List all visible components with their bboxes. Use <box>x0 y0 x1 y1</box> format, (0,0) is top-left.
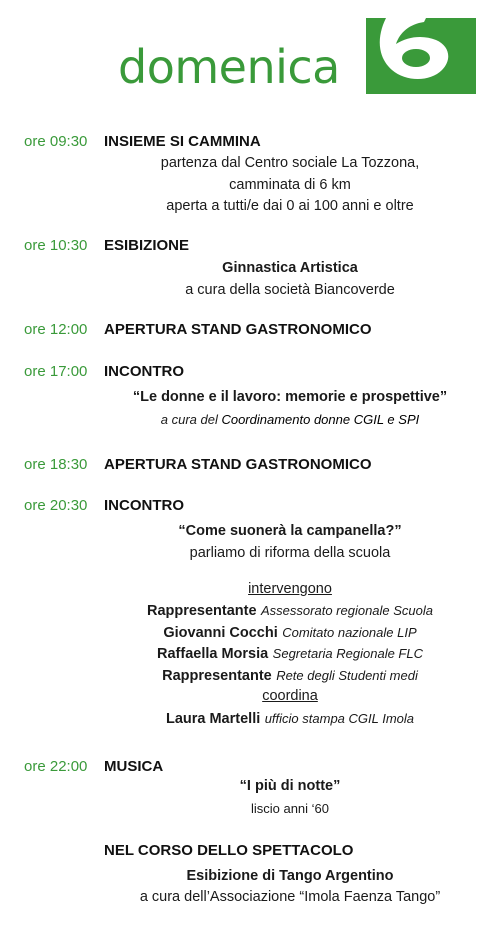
speaker-row <box>80 667 481 685</box>
footer-line: a cura dell’Associazione “Imola Faenza Tango” <box>139 889 441 905</box>
event-time: ore 20:30 <box>24 497 88 514</box>
event-line: camminata di 6 km <box>229 177 351 193</box>
event-time: ore 17:00 <box>24 363 88 380</box>
event-title: ESIBIZIONE <box>104 237 190 254</box>
credit-name: Coordinamento donne CGIL e SPI <box>221 412 420 427</box>
event-line: partenza dal Centro sociale La Tozzona, <box>160 155 420 171</box>
event-title: INCONTRO <box>104 497 184 514</box>
event-time: ore 22:00 <box>24 758 88 775</box>
footer-line: Esibizione di Tango Argentino <box>186 868 394 884</box>
speaker-role: Rete degli Studenti medi <box>276 668 418 683</box>
event-time: ore 10:30 <box>24 237 88 254</box>
speakers-label: intervengono <box>248 581 332 597</box>
moderator-row <box>80 710 481 728</box>
speaker-role: Assessorato regionale Scuola <box>261 603 434 618</box>
speaker-row <box>80 624 481 642</box>
event-title: INSIEME SI CAMMINA <box>104 133 261 150</box>
speaker-name: Raffaella Morsia <box>157 646 269 662</box>
event-line: Ginnastica Artistica <box>222 260 358 276</box>
event-line: aperta a tutti/e dai 0 ai 100 anni e oltre <box>166 198 414 214</box>
moderator-name: Laura Martelli <box>165 711 261 727</box>
speaker-name: Rappresentante <box>162 668 272 684</box>
event-credit <box>110 412 470 427</box>
day-title: domenica <box>118 40 340 94</box>
speaker-role: Comitato nazionale LIP <box>282 625 417 640</box>
moderator-label: coordina <box>262 688 318 704</box>
speaker-name: Rappresentante <box>146 603 257 619</box>
footer-title: NEL CORSO DELLO SPETTACOLO <box>104 842 354 859</box>
event-time: ore 12:00 <box>24 321 88 338</box>
event-time: ore 18:30 <box>24 456 88 473</box>
moderator-role: ufficio stampa CGIL Imola <box>264 711 415 726</box>
day-number-box <box>366 18 476 94</box>
speaker-role: Segretaria Regionale FLC <box>272 646 423 661</box>
event-subtitle: parliamo di riforma della scuola <box>189 545 391 561</box>
day-number-graphic <box>366 18 476 94</box>
event-quote: “Le donne e il lavoro: memorie e prospettive” <box>132 389 448 405</box>
event-quote: “Come suonerà la campanella?” <box>178 523 402 539</box>
event-subtitle: liscio anni ‘60 <box>250 801 330 816</box>
event-title: APERTURA STAND GASTRONOMICO <box>104 321 372 338</box>
event-title: INCONTRO <box>104 363 184 380</box>
event-line: a cura della società Biancoverde <box>185 282 395 298</box>
event-quote: “I più di notte” <box>239 778 341 794</box>
event-title: MUSICA <box>104 758 164 775</box>
event-time: ore 09:30 <box>24 133 88 150</box>
speaker-row <box>80 602 481 620</box>
speaker-name: Giovanni Cocchi <box>163 625 278 641</box>
credit-prefix: a cura del <box>160 412 222 427</box>
event-title: APERTURA STAND GASTRONOMICO <box>104 456 372 473</box>
speaker-row <box>80 645 481 663</box>
